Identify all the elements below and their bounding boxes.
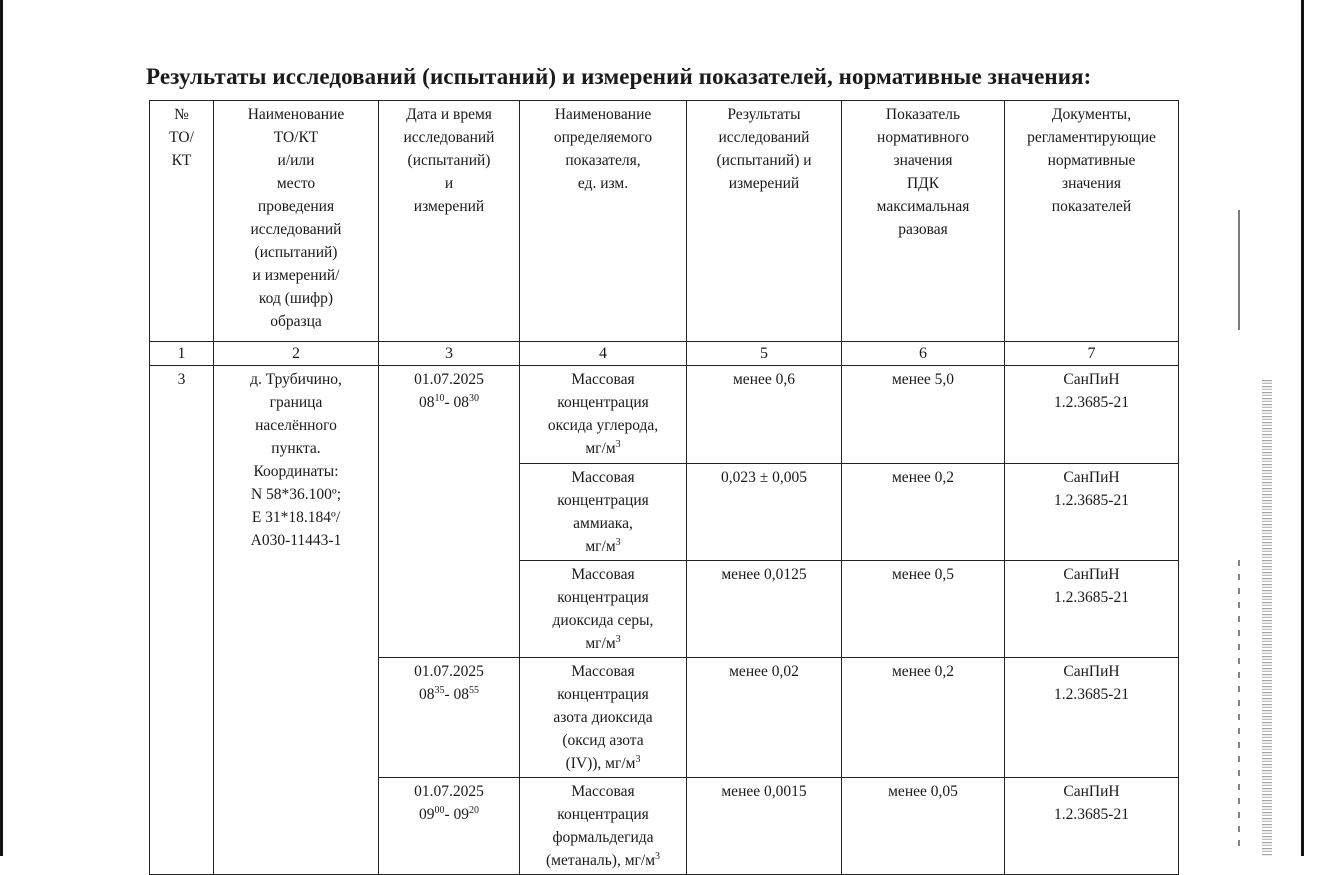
result-cell: менее 0,0125 [687, 561, 842, 658]
point-location-cell [214, 366, 379, 875]
document-cell [1005, 561, 1179, 658]
time-start-minutes: 00 [434, 804, 445, 816]
scan-mark [1238, 560, 1240, 850]
measurement-date: 01.07.2025 [414, 371, 484, 388]
measurement-time [381, 803, 517, 826]
indicator-name: Массовая концентрация формальдегида (метаналь), мг/м [546, 783, 655, 869]
column-number: 2 [214, 342, 379, 366]
column-number: 4 [520, 342, 687, 366]
unit-superscript: 3 [615, 438, 621, 450]
header-cell-datetime [379, 101, 520, 342]
column-number: 3 [379, 342, 520, 366]
column-number-row [150, 342, 1179, 366]
time-end-hour: 09 [453, 806, 470, 823]
header-text: Дата и время исследований (испытаний) и измерений [403, 106, 495, 215]
measurement-date: 01.07.2025 [414, 783, 484, 800]
header-cell-results [687, 101, 842, 342]
time-start-hour: 08 [418, 686, 435, 703]
header-cell-number [150, 101, 214, 342]
time-start-hour: 08 [418, 394, 435, 411]
norm-cell: менее 0,5 [842, 561, 1005, 658]
scan-frame-right [1301, 0, 1304, 856]
header-text: Результаты исследований (испытаний) и измерений [716, 106, 812, 192]
time-start-hour: 09 [418, 806, 435, 823]
measurement-date: 01.07.2025 [414, 663, 484, 680]
time-end-minutes: 55 [469, 684, 480, 696]
indicator-name: Массовая концентрация аммиака, мг/м [557, 469, 649, 555]
table-row [150, 366, 1179, 464]
time-separator: - [444, 394, 454, 411]
unit-superscript: 3 [655, 850, 660, 862]
unit-superscript: 3 [615, 536, 621, 548]
time-separator: - [444, 806, 454, 823]
point-number-cell [150, 366, 214, 875]
header-text: Наименование определяемого показателя, ед. изм. [553, 106, 653, 192]
indicator-cell [520, 778, 687, 875]
document-cell [1005, 778, 1179, 875]
column-number: 6 [842, 342, 1005, 366]
datetime-cell [379, 366, 520, 658]
indicator-name: Массовая концентрация оксида углерода, мг/м [547, 371, 659, 457]
document-ref: СанПиН 1.2.3685-21 [1054, 566, 1129, 606]
measurement-time [381, 683, 517, 706]
results-table [149, 100, 1179, 875]
datetime-cell [379, 778, 520, 875]
document-cell [1005, 658, 1179, 778]
time-separator: - [444, 686, 454, 703]
header-cell-norm [842, 101, 1005, 342]
indicator-cell [520, 561, 687, 658]
point-location: д. Трубичино, граница населённого пункта. Координаты: N 58*36.100º; E 31*18.184º/ А030-11443-1 [250, 371, 342, 549]
header-cell-indicator [520, 101, 687, 342]
section-heading: Результаты исследований (испытаний) и измерений показателей, нормативные значения: [146, 64, 1092, 89]
result-cell: менее 0,0015 [687, 778, 842, 875]
header-cell-documents [1005, 101, 1179, 342]
table-header-row [150, 101, 1179, 342]
point-number: 3 [177, 371, 186, 388]
unit-superscript: 3 [635, 753, 641, 765]
time-start-minutes: 35 [434, 684, 445, 696]
document-ref: СанПиН 1.2.3685-21 [1054, 783, 1129, 823]
norm-cell: менее 0,2 [842, 464, 1005, 561]
norm-cell: менее 0,2 [842, 658, 1005, 778]
column-number: 5 [687, 342, 842, 366]
column-number: 1 [150, 342, 214, 366]
header-cell-location [214, 101, 379, 342]
indicator-cell [520, 464, 687, 561]
document-ref: СанПиН 1.2.3685-21 [1054, 663, 1129, 703]
document-cell [1005, 464, 1179, 561]
time-end-minutes: 20 [469, 804, 480, 816]
scan-mark [1238, 210, 1240, 330]
time-end-minutes: 30 [469, 392, 480, 404]
document-cell [1005, 366, 1179, 464]
column-number: 7 [1005, 342, 1179, 366]
result-cell: менее 0,6 [687, 366, 842, 464]
indicator-cell [520, 658, 687, 778]
header-text: № ТО/ КТ [169, 106, 194, 169]
norm-cell: менее 5,0 [842, 366, 1005, 464]
document-ref: СанПиН 1.2.3685-21 [1054, 371, 1129, 411]
time-end-hour: 08 [453, 686, 470, 703]
result-cell: 0,023 ± 0,005 [687, 464, 842, 561]
indicator-name: Массовая концентрация диоксида серы, мг/м [552, 566, 654, 652]
scan-frame-left [0, 0, 3, 856]
time-end-hour: 08 [453, 394, 470, 411]
header-text: Документы, регламентирующие нормативные значения показателей [1027, 106, 1156, 215]
measurement-time [381, 391, 517, 414]
header-text: Наименование ТО/КТ и/или место проведения исследований (испытаний) и измерений/ код (шифр) образца [247, 106, 345, 330]
time-start-minutes: 10 [434, 392, 445, 404]
datetime-cell [379, 658, 520, 778]
indicator-name: Массовая концентрация азота диоксида (оксид азота (IV)), мг/м [553, 663, 653, 772]
scan-edge-noise [1262, 380, 1272, 856]
unit-superscript: 3 [615, 633, 621, 645]
indicator-cell [520, 366, 687, 464]
norm-cell: менее 0,05 [842, 778, 1005, 875]
result-cell: менее 0,02 [687, 658, 842, 778]
header-text: Показатель нормативного значения ПДК максимальная разовая [876, 106, 970, 238]
document-ref: СанПиН 1.2.3685-21 [1054, 469, 1129, 509]
